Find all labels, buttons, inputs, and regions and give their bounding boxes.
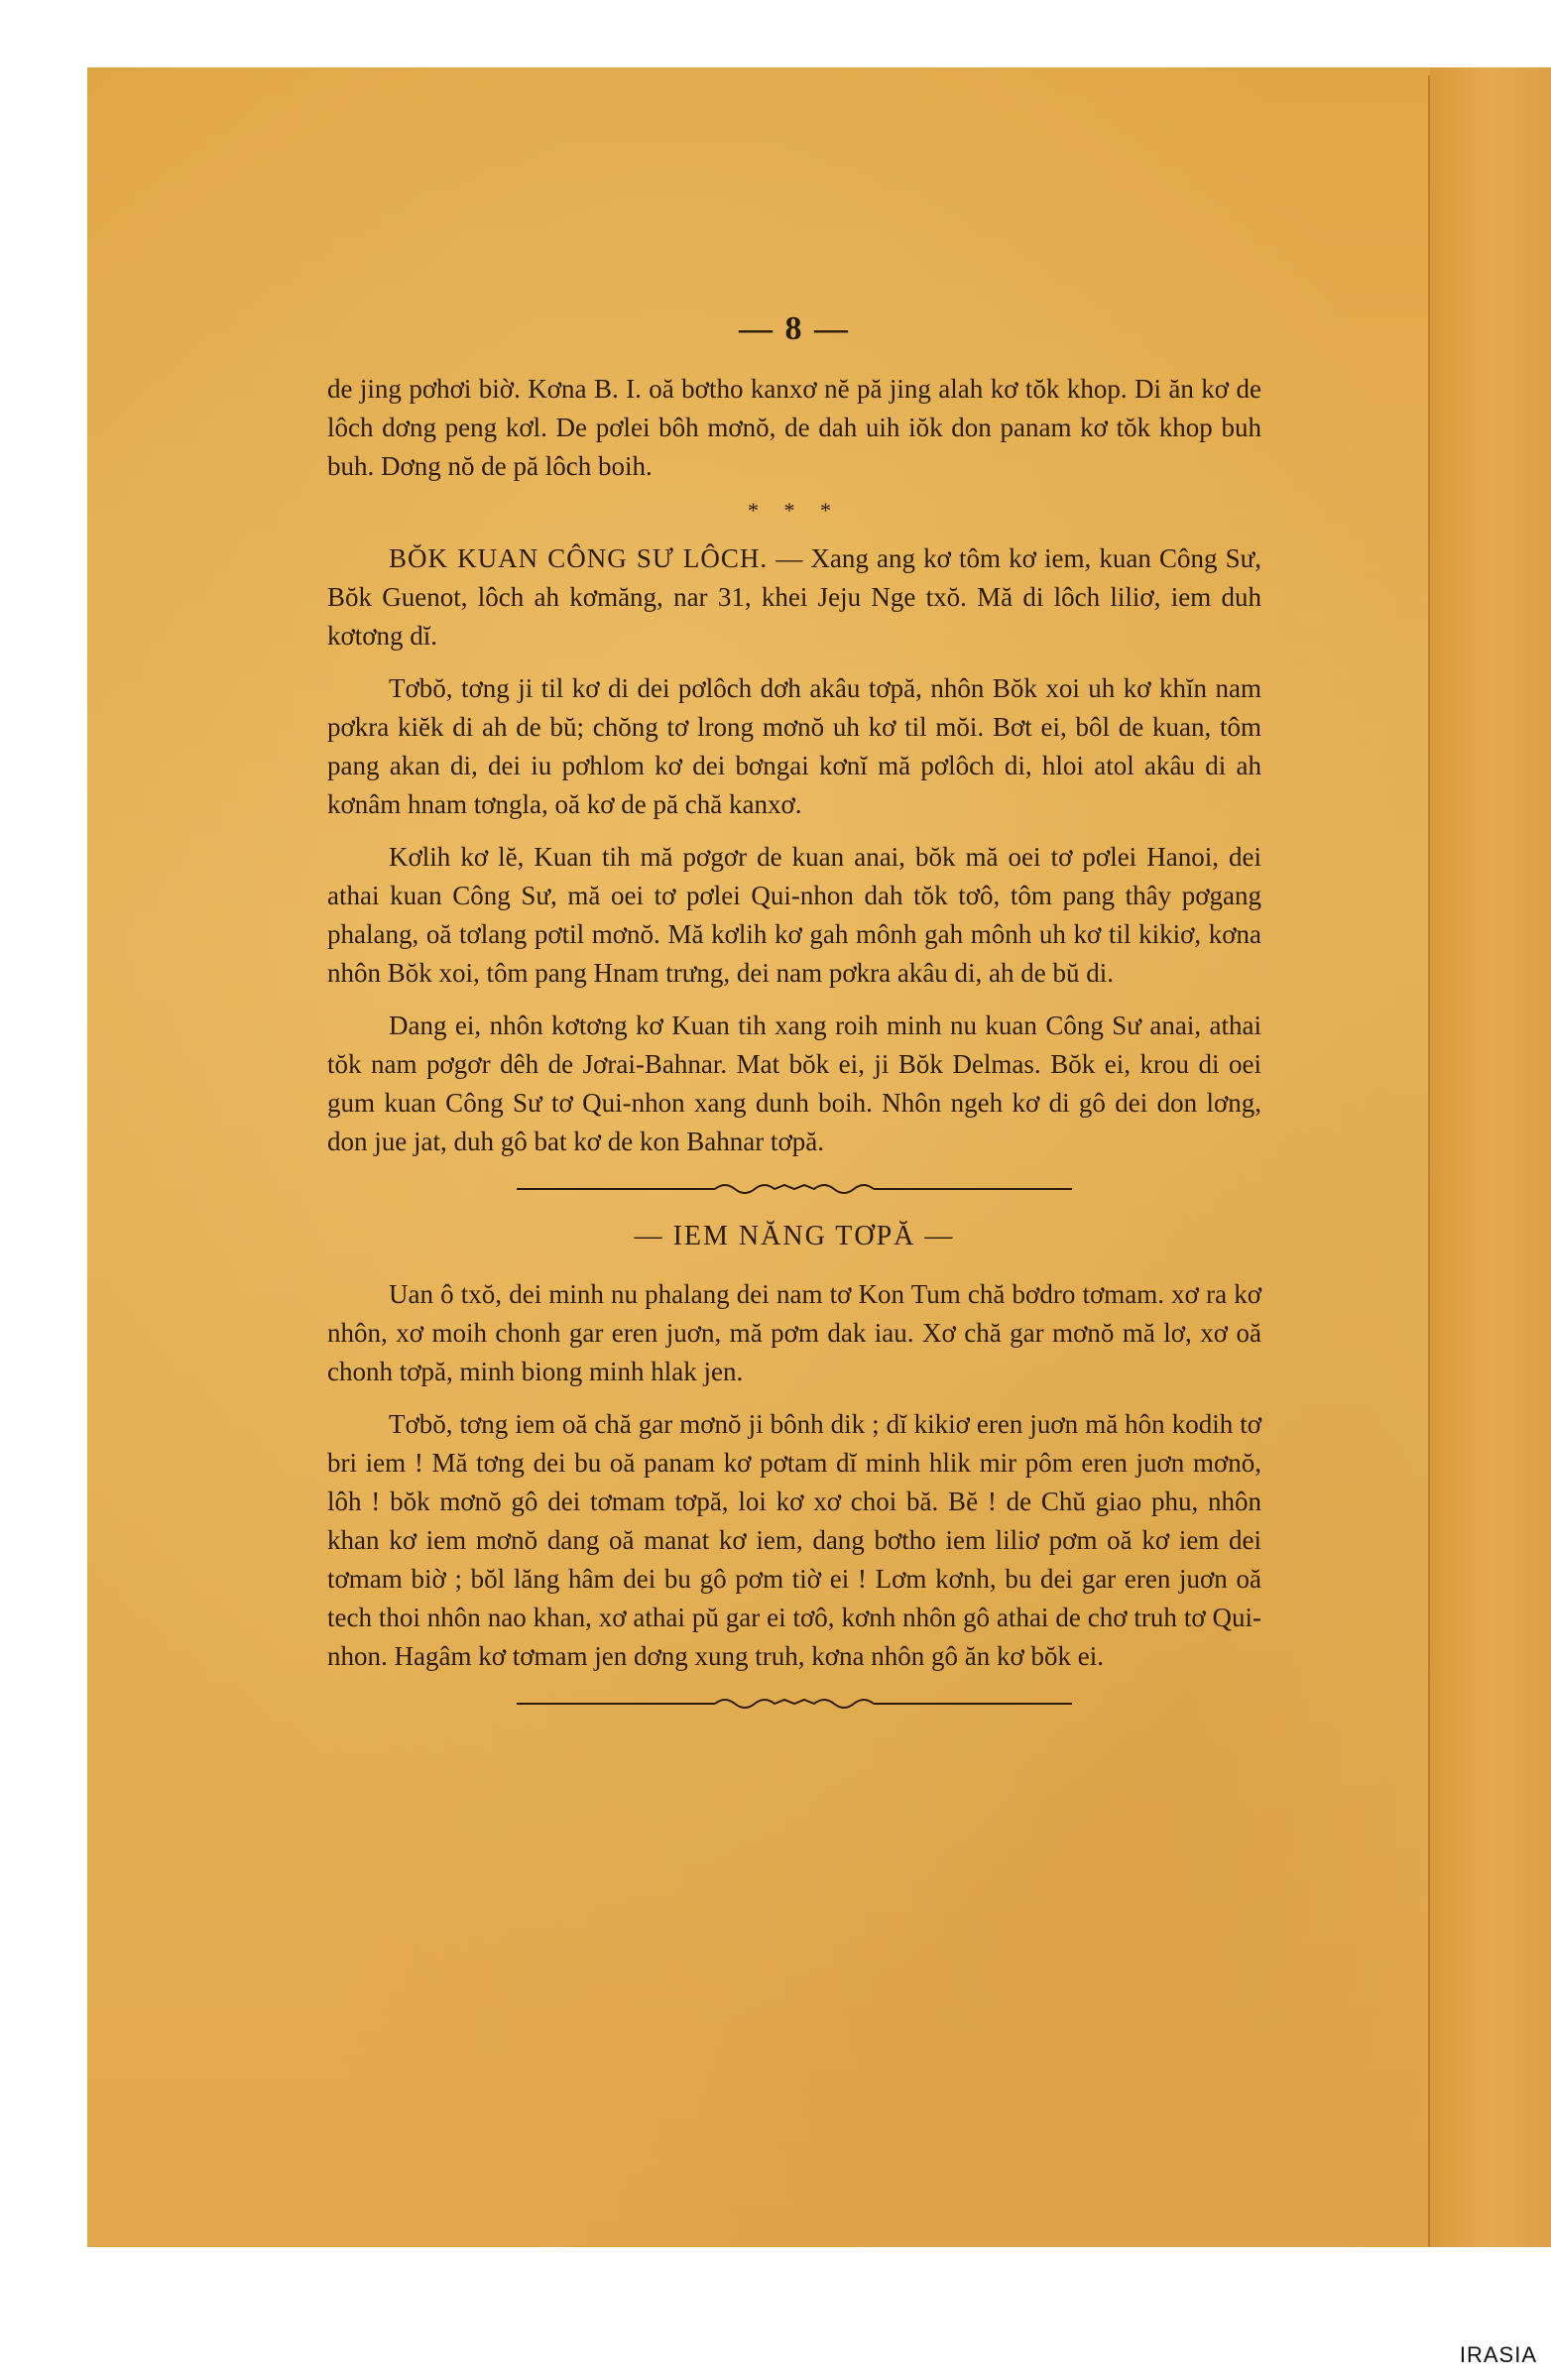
page-number: — 8 —	[739, 310, 850, 347]
section-paragraph	[327, 539, 1261, 655]
section-title: BŎK KUAN CÔNG SƯ LÔCH.	[389, 543, 769, 573]
paragraph: Tơbŏ, tơng iem oă chă gar mơnŏ ji bônh dik ; dĭ kikiơ eren juơn mă hôn kodih tơ bri iem ! Mă tơng dei bu oă panam kơ pơtam dĭ minh hlik mir pôm eren juơn mơnŏ, lôh ! bŏk mơnŏ gô dei tơmam tơpă, loi kơ xơ choi bă. Bĕ ! de Chŭ giao phu, nhôn khan kơ iem mơnŏ dang oă manat kơ iem, dang bơtho iem liliơ pơm oă kơ iem dei tơmam biờ ; bŏl lăng hâm dei bu gô pơm tiờ ei ! Lơm kơnh, bu dei gar eren juơn oă tech thoi nhôn nao khan, xơ athai pŭ gar ei tơô, kơnh nhôn gô athai de chơ truh tơ Qui-nhon. Hagâm kơ tơmam jen dơng xung truh, kơna nhôn gô ăn kơ bŏk ei.	[327, 1409, 1261, 1671]
paragraph: Uan ô txŏ, dei minh nu phalang dei nam tơ Kon Tum chă bơdro tơmam. xơ ra kơ nhôn, xơ moih chonh gar eren juơn, mă pơm dak iau. Xơ chă gar mơnŏ mă lơ, xơ oă chonh tơpă, minh biong minh hlak jen.	[327, 1279, 1261, 1386]
section-heading: — IEM NĂNG TƠPĂ —	[634, 1221, 955, 1251]
paragraph: Tơbŏ, tơng ji til kơ di dei pơlôch dơh akâu tơpă, nhôn Bŏk xoi uh kơ khĭn nam pơkra kiĕk di ah de bŭ; chŏng tơ lrong mơnŏ uh kơ til mŏi. Bơt ei, bôl de kuan, tôm pang akan di, dei iu pơhlom kơ dei bơngai kơnĭ mă pơlôch di, hloi atol akâu di ah kơnâm hnam tơngla, oă kơ de pă chă kanxơ.	[327, 673, 1261, 819]
ornamental-rule	[517, 1694, 1072, 1714]
ornamental-rule	[517, 1179, 1072, 1199]
page-content	[327, 309, 1261, 1731]
section-text: — Xang ang kơ tôm kơ iem, kuan Công Sư, Bŏk Guenot, lôch ah kơmăng, nar 31, khei Jeju Nge txŏ. Mă di lôch liliơ, iem duh kơtơng dĭ.	[327, 543, 1262, 651]
paragraph: de jing pơhơi biờ. Kơna B. I. oă bơtho kanxơ nĕ pă jing alah kơ tŏk khop. Di ăn kơ de lôch dơng peng kơl. De pơlei bôh mơnŏ, de dah uih iŏk don panam kơ tŏk khop buh buh. Dơng nŏ de pă lôch boih.	[327, 374, 1261, 481]
paragraph: Dang ei, nhôn kơtơng kơ Kuan tih xang roih minh nu kuan Công Sư anai, athai tŏk nam pơgơr dêh de Jơrai-Bahnar. Mat bŏk ei, ji Bŏk Delmas. Bŏk ei, krou di oei gum kuan Công Sư tơ Qui-nhon xang dunh boih. Nhôn ngeh kơ di gô dei don lơng, don jue jat, duh gô bat kơ de kon Bahnar tơpă.	[327, 1011, 1261, 1156]
watermark-label: IRASIA	[1459, 2342, 1537, 2367]
section-stars: * * *	[748, 498, 841, 523]
page-fold-line	[1428, 75, 1430, 2247]
adjacent-page-edge	[1430, 67, 1551, 2247]
paragraph: Kơlih kơ lĕ, Kuan tih mă pơgơr de kuan anai, bŏk mă oei tơ pơlei Hanoi, dei athai kuan Công Sư, mă oei tơ pơlei Qui-nhon dah tŏk tơô, tôm pang thây pơgang phalang, oă tơlang pơtil mơnŏ. Mă kơlih kơ gah mônh gah mônh uh kơ til kikiơ, kơna nhôn Bŏk xoi, tôm pang Hnam trưng, dei nam pơkra akâu di, ah de bŭ di.	[327, 842, 1261, 988]
